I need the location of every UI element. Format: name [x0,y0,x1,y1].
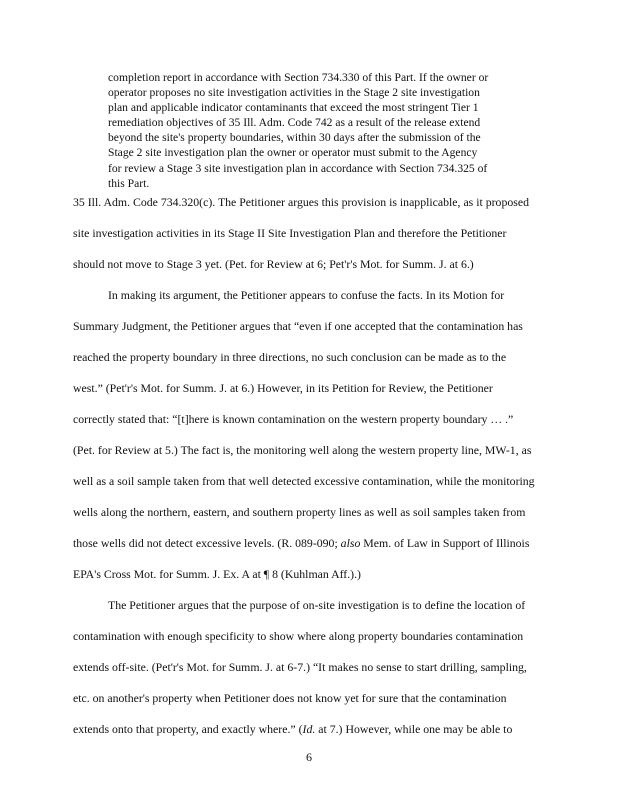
body-line: well as a soil sample taken from that well detected excessive contamination, while the monitoring [73,474,535,488]
quote-line: beyond the site's property boundaries, within 30 days after the submission of the [108,131,481,145]
citation-text: However, while one may be able to [345,722,513,736]
body-line: 35 Ill. Adm. Code 734.320(c). The Petitioner argues this provision is inapplicable, as it proposed [73,195,529,209]
quote-line: this Part. [108,176,150,190]
quote-line: plan and applicable indicator contaminants that exceed the most stringent Tier 1 [108,101,479,115]
citation-text: Mem. of Law in Support of Illinois [360,536,530,550]
citation-text: those wells did not detect excessive levels. (R. 089-090; [73,536,341,550]
body-line: site investigation activities in its Stage II Site Investigation Plan and therefore the Petitioner [73,226,507,240]
body-line: (Pet. for Review at 5.) The fact is, the monitoring well along the western property line, MW-1, as [73,443,532,457]
paragraph-start-line: In making its argument, the Petitioner appears to confuse the facts. In its Motion for [108,288,505,302]
body-line: reached the property boundary in three directions, no such conclusion can be made as to the [73,350,507,364]
block-quote [108,70,510,191]
paragraph-start-line: The Petitioner argues that the purpose of on-site investigation is to define the location of [108,598,526,612]
quote-line: operator proposes no site investigation activities in the Stage 2 site investigation [108,86,480,100]
body-line: Summary Judgment, the Petitioner argues that “even if one accepted that the contamination has [73,319,523,333]
citation-text: at 7.) [315,722,346,736]
body-line: contamination with enough specificity to show where along property boundaries contamination [73,629,524,643]
citation-text: extends onto that property, and exactly where.” ( [73,722,303,736]
italic-signal: also [340,536,361,550]
italic-id: Id. [302,722,316,736]
quote-line: remediation objectives of 35 Ill. Adm. Code 742 as a result of the release extend [108,116,481,130]
body-line: correctly stated that: “[t]here is known contamination on the western property boundary … .” [73,412,514,426]
body-line: etc. on another's property when Petitioner does not know yet for sure that the contamination [73,691,507,705]
quote-line: Stage 2 site investigation plan the owner or operator must submit to the Agency [108,146,478,160]
body-line: EPA's Cross Mot. for Summ. J. Ex. A at ¶ 8 (Kuhlman Aff.).) [73,567,361,581]
body-line: extends off-site. (Pet'r's Mot. for Summ. J. at 6-7.) “It makes no sense to start drilling, sampling, [73,660,527,674]
body-line [73,722,512,737]
quote-line: completion report in accordance with Section 734.330 of this Part. If the owner or [108,71,489,84]
body-line: west.” (Pet'r's Mot. for Summ. J. at 6.) However, in its Petition for Review, the Petitioner [73,381,493,395]
body-line: should not move to Stage 3 yet. (Pet. for Review at 6; Pet'r's Mot. for Summ. J. at 6.) [73,257,474,271]
page-number: 6 [306,750,312,764]
quote-line: for review a Stage 3 site investigation plan in accordance with Section 734.325 of [108,161,488,175]
body-line [73,536,529,551]
body-line: wells along the northern, eastern, and southern property lines as well as soil samples taken from [73,505,526,519]
